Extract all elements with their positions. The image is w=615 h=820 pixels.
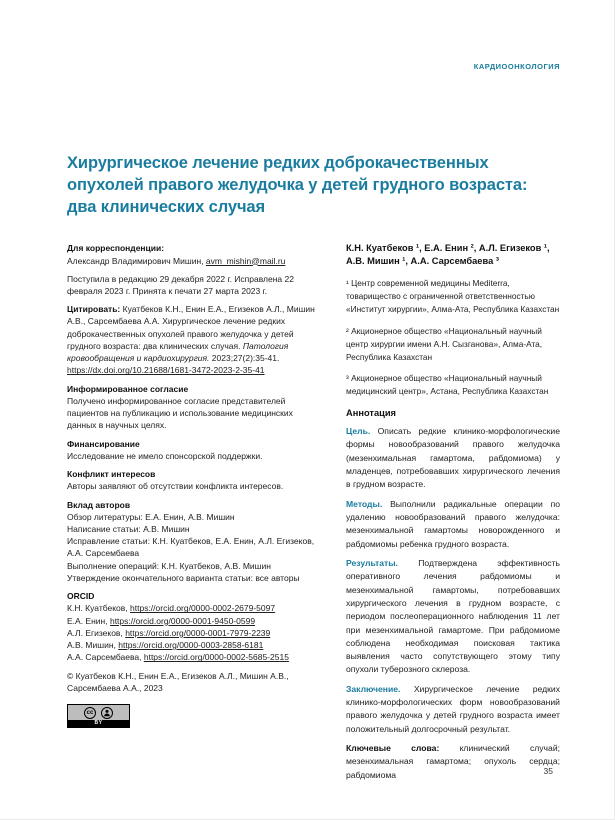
citation-issue: 2023;27(2):35-41. bbox=[211, 353, 280, 364]
citation-journal: Патология кровообращения и кардиохирургия. bbox=[67, 340, 289, 364]
orcid-link[interactable]: https://orcid.org/0000-0001-9450-0599 bbox=[109, 615, 256, 626]
orcid-name: А.В. Мишин, bbox=[67, 640, 116, 651]
cc-icon: cc bbox=[84, 707, 96, 719]
funding-text: Исследование не имело спонсорской поддержки. bbox=[67, 450, 263, 461]
correspondence-name: Александр Владимирович Мишин, bbox=[67, 255, 204, 266]
orcid-link[interactable]: https://orcid.org/0000-0002-5685-2515 bbox=[143, 652, 289, 663]
orcid-entry bbox=[67, 615, 324, 627]
orcid-entry bbox=[67, 602, 324, 614]
orcid-block bbox=[67, 590, 324, 663]
citation-label: Цитировать: bbox=[67, 304, 121, 315]
affiliation: ² Акционерное общество «Национальный научный центр хирургии имени А.Н. Сызганова», Алма-Ата, Республика Казахстан bbox=[346, 325, 543, 362]
revision-history: Поступила в редакцию 29 декабря 2022 г. Исправлена 22 февраля 2023 г. Принята к печати 27 марта 2023 г. bbox=[67, 273, 294, 296]
informed-consent-block bbox=[67, 383, 324, 432]
cc-by-label: BY bbox=[68, 720, 129, 727]
abstract-section-aim bbox=[346, 425, 560, 492]
citation-text: Куатбеков К.Н., Енин Е.А., Егизеков А.Л., Мишин А.В., Сарсембаева А.А. Хирургическое лечение редких доброкачественных опухолей правого желудочка у детей грудного возраста: два клинических случая. bbox=[67, 304, 315, 351]
two-column-layout bbox=[67, 242, 560, 788]
orcid-name: А.Л. Егизеков, bbox=[67, 627, 123, 638]
citation-block bbox=[67, 303, 324, 376]
orcid-name: А.А. Сарсембаева, bbox=[67, 652, 142, 663]
orcid-entry bbox=[67, 639, 324, 651]
abstract-heading: Аннотация bbox=[346, 408, 396, 419]
correspondence-block bbox=[67, 242, 324, 266]
cc-badge-icons bbox=[68, 705, 129, 720]
contribution-line: Обзор литературы: Е.А. Енин, А.В. Мишин bbox=[67, 511, 235, 522]
conflict-of-interest-block bbox=[67, 468, 324, 492]
informed-consent-text: Получено информированное согласие представителей пациентов на публикацию и использование медицинских данных в научных целях. bbox=[67, 395, 293, 431]
orcid-entry bbox=[67, 627, 324, 639]
orcid-name: Е.А. Енин, bbox=[67, 615, 108, 626]
contributions-heading: Вклад авторов bbox=[67, 499, 131, 510]
abstract-section-text: Подтверждена эффективность оперативного лечения рабдомиомы и мезенхимальной гамартомы, потребовавших хирургического лечения в грудном возрасте, с периодом послеоперационного наблюдения 11 лет при мезенхимальной гамартоме. При рабдомиоме соблюдена необходимая поисковая тактика выявления часто сопутствующего этому типу опухоли туберозного склероза. bbox=[346, 557, 561, 675]
contribution-line: Утверждение окончательного варианта статьи: все авторы bbox=[67, 572, 300, 583]
orcid-entry bbox=[67, 651, 324, 663]
author-contributions-block bbox=[67, 499, 324, 585]
abstract-section-text: Выполнили радикальные операции по удалению новообразований правого желудочка: мезенхимальной гамартомы новорожденного и рабдомиомы ребенка грудного возраста. bbox=[346, 498, 561, 549]
citation-doi-link[interactable]: https://dx.doi.org/10.21688/1681-3472-2023-2-35-41 bbox=[67, 365, 265, 376]
article-title: Хирургическое лечение редких доброкачественных опухолей правого желудочка у детей грудного возраста: два клинических случая bbox=[67, 154, 528, 216]
affiliation: ¹ Центр современной медицины Mediterra, товарищество с ограниченной ответственностью «Институт хирургии», Алма-Ата, Республика Казахстан bbox=[346, 278, 560, 315]
authors-line: К.Н. Куатбеков ¹, Е.А. Енин ², А.Л. Егизеков ¹, А.В. Мишин ¹, А.А. Сарсембаева ³ bbox=[346, 243, 550, 267]
orcid-name: К.Н. Куатбеков, bbox=[67, 603, 128, 614]
contribution-line: Исправление статьи: К.Н. Куатбеков, Е.А. Енин, А.Л. Егизеков, А.А. Сарсембаева bbox=[67, 536, 315, 559]
abstract-section-methods bbox=[346, 498, 560, 551]
orcid-heading: ORCID bbox=[67, 591, 95, 602]
abstract-section-text: Хирургическое лечение редких клинико-морфологических форм новообразований правого желудочка у детей грудного возраста имеет положительный долгосрочный результат. bbox=[346, 683, 560, 734]
abstract-section-results bbox=[346, 557, 560, 677]
keywords-text: клинический случай; мезенхимальная гамартома; опухоль сердца; рабдомиома bbox=[346, 743, 561, 780]
abstract-section-lead: Заключение. bbox=[346, 683, 401, 694]
abstract-section-text: Описать редкие клинико-морфологические формы новообразований правого желудочка (мезенхимальная гамартома, рабдомиома) у младенцев, потребовавших хирургического лечения в грудном возрасте. bbox=[346, 426, 560, 490]
metadata-column bbox=[67, 242, 324, 788]
cc-by-license-badge[interactable] bbox=[67, 704, 130, 728]
funding-block bbox=[67, 438, 324, 462]
contribution-line: Выполнение операций: К.Н. Куатбеков, А.В. Мишин bbox=[67, 560, 271, 571]
person-icon bbox=[101, 707, 113, 719]
conflict-text: Авторы заявляют об отсутствии конфликта интересов. bbox=[67, 481, 284, 492]
keywords-lead: Ключевые слова: bbox=[346, 743, 440, 754]
abstract-section-conclusion bbox=[346, 683, 560, 736]
abstract-section-lead: Методы. bbox=[346, 498, 383, 509]
correspondence-email-link[interactable]: avm_mishin@mail.ru bbox=[205, 255, 286, 266]
conflict-heading: Конфликт интересов bbox=[67, 469, 156, 480]
abstract-column bbox=[346, 242, 560, 788]
orcid-link[interactable]: https://orcid.org/0000-0001-7979-2239 bbox=[125, 627, 271, 638]
abstract-section-lead: Результаты. bbox=[346, 557, 398, 568]
informed-consent-heading: Информированное согласие bbox=[67, 383, 189, 394]
affiliation: ³ Акционерное общество «Национальный научный медицинский центр», Астана, Республика Казахстан bbox=[346, 373, 549, 397]
funding-heading: Финансирование bbox=[67, 438, 140, 449]
contribution-line: Написание статьи: А.В. Мишин bbox=[67, 523, 190, 534]
journal-section-label: КАРДИООНКОЛОГИЯ bbox=[473, 62, 560, 71]
page-number: 35 bbox=[543, 766, 553, 776]
correspondence-heading: Для корреспонденции: bbox=[67, 243, 165, 254]
orcid-link[interactable]: https://orcid.org/0000-0002-2679-5097 bbox=[130, 603, 276, 614]
abstract-section-lead: Цель. bbox=[346, 426, 371, 437]
keywords-block bbox=[346, 742, 560, 782]
orcid-link[interactable]: https://orcid.org/0000-0003-2858-6181 bbox=[118, 640, 264, 651]
copyright-note: © Куатбеков К.Н., Енин Е.А., Егизеков А.Л., Мишин А.В., Сарсембаева А.А., 2023 bbox=[67, 670, 289, 693]
